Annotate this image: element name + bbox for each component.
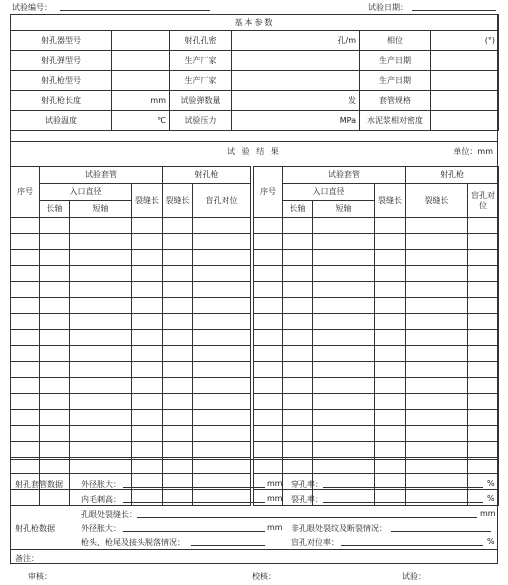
table-row xyxy=(11,426,499,442)
gun-outer-swell-unit: mm xyxy=(267,523,283,532)
table-cell[interactable] xyxy=(11,394,40,410)
crack-rate-field[interactable] xyxy=(323,493,483,503)
table-cell[interactable] xyxy=(283,266,313,282)
table-cell[interactable] xyxy=(132,298,163,314)
table-cell[interactable] xyxy=(468,330,499,346)
table-cell[interactable] xyxy=(40,218,70,234)
table-cell[interactable] xyxy=(254,410,283,426)
table-cell[interactable] xyxy=(193,410,251,426)
table-cell[interactable] xyxy=(193,234,251,250)
table-cell[interactable] xyxy=(40,282,70,298)
table-cell[interactable] xyxy=(254,234,283,250)
table-cell[interactable] xyxy=(40,394,70,410)
table-cell[interactable] xyxy=(70,234,132,250)
value-production-date-1[interactable] xyxy=(431,51,499,71)
value-charge-count[interactable] xyxy=(232,91,360,111)
table-cell[interactable] xyxy=(375,298,406,314)
table-cell[interactable] xyxy=(406,266,468,282)
blind-rate-unit: % xyxy=(487,537,495,546)
label-cement-density: 水泥浆相对密度 xyxy=(360,111,431,131)
table-cell[interactable] xyxy=(70,394,132,410)
table-cell[interactable] xyxy=(468,234,499,250)
table-cell[interactable] xyxy=(375,426,406,442)
col-blind-alignment-2: 盲孔对位 xyxy=(468,184,499,218)
table-cell[interactable] xyxy=(468,362,499,378)
col-gun-2: 射孔枪 xyxy=(406,167,499,184)
table-cell[interactable] xyxy=(375,250,406,266)
table-cell[interactable] xyxy=(313,298,375,314)
table-cell[interactable] xyxy=(193,250,251,266)
value-phase[interactable] xyxy=(431,31,499,51)
hole-crack-unit: mm xyxy=(480,509,496,518)
table-cell[interactable] xyxy=(132,346,163,362)
table-cell[interactable] xyxy=(193,378,251,394)
table-cell[interactable] xyxy=(254,330,283,346)
remarks-label: 备注： xyxy=(15,554,39,563)
remarks-row[interactable] xyxy=(11,549,497,564)
table-cell[interactable] xyxy=(254,250,283,266)
table-cell[interactable] xyxy=(193,298,251,314)
table-cell[interactable] xyxy=(40,250,70,266)
basic-title: 基本参数 xyxy=(11,15,499,31)
table-cell[interactable] xyxy=(375,266,406,282)
table-cell[interactable] xyxy=(70,362,132,378)
table-cell[interactable] xyxy=(406,426,468,442)
table-cell[interactable] xyxy=(70,314,132,330)
table-row xyxy=(11,442,499,458)
table-row xyxy=(11,298,499,314)
hole-crack-label: 孔眼处裂缝长： xyxy=(81,510,137,519)
table-cell[interactable] xyxy=(132,282,163,298)
table-cell[interactable] xyxy=(313,426,375,442)
pierce-rate-unit: % xyxy=(487,479,495,488)
unit-mm: mm xyxy=(150,95,166,105)
table-cell[interactable] xyxy=(40,298,70,314)
table-cell[interactable] xyxy=(193,394,251,410)
col-inlet-diameter: 入口直径 xyxy=(40,184,132,201)
outer-swell-label: 外径胀大： xyxy=(81,480,121,489)
review-label: 审核： xyxy=(28,572,52,581)
table-cell[interactable] xyxy=(406,298,468,314)
table-cell[interactable] xyxy=(163,410,193,426)
pierce-rate-label: 穿孔率： xyxy=(291,480,323,489)
table-cell[interactable] xyxy=(375,442,406,458)
label-manufacturer-2: 生产厂家 xyxy=(170,71,232,91)
table-cell[interactable] xyxy=(193,282,251,298)
col-casing-2: 试验套管 xyxy=(283,167,406,184)
col-long-axis-2: 长轴 xyxy=(283,201,313,218)
table-cell[interactable] xyxy=(193,426,251,442)
col-crack-length: 裂缝长 xyxy=(132,184,163,218)
test-no-field[interactable] xyxy=(60,1,210,11)
table-cell[interactable] xyxy=(406,410,468,426)
table-cell[interactable] xyxy=(40,346,70,362)
unit-degree: (°) xyxy=(484,35,496,45)
value-charge-model[interactable] xyxy=(112,51,170,71)
table-cell[interactable] xyxy=(132,234,163,250)
table-cell[interactable] xyxy=(163,218,193,234)
table-cell[interactable] xyxy=(163,346,193,362)
label-gun-model: 射孔枪型号 xyxy=(11,71,112,91)
table-cell[interactable] xyxy=(132,442,163,458)
table-row xyxy=(11,394,499,410)
table-cell[interactable] xyxy=(11,234,40,250)
table-cell[interactable] xyxy=(193,330,251,346)
table-cell[interactable] xyxy=(406,234,468,250)
non-hole-crack-field[interactable] xyxy=(391,522,491,532)
table-cell[interactable] xyxy=(375,394,406,410)
table-cell[interactable] xyxy=(70,346,132,362)
table-cell[interactable] xyxy=(163,234,193,250)
table-cell[interactable] xyxy=(375,218,406,234)
table-cell[interactable] xyxy=(313,234,375,250)
table-cell[interactable] xyxy=(40,442,70,458)
table-row xyxy=(11,282,499,298)
label-charge-count: 试验弹数量 xyxy=(170,91,232,111)
table-cell[interactable] xyxy=(11,410,40,426)
table-cell[interactable] xyxy=(283,314,313,330)
table-cell[interactable] xyxy=(163,426,193,442)
blind-rate-field[interactable] xyxy=(341,536,483,546)
table-cell[interactable] xyxy=(70,266,132,282)
table-cell[interactable] xyxy=(254,218,283,234)
table-cell[interactable] xyxy=(468,266,499,282)
table-cell[interactable] xyxy=(313,250,375,266)
table-cell[interactable] xyxy=(313,394,375,410)
gun-outer-swell-label: 外径胀大： xyxy=(81,524,121,533)
tail-drop-label: 枪头、枪尾及接头脱落情况： xyxy=(81,538,185,547)
table-cell[interactable] xyxy=(11,314,40,330)
table-cell[interactable] xyxy=(375,410,406,426)
table-cell[interactable] xyxy=(193,442,251,458)
test-record-form xyxy=(10,14,498,564)
table-cell[interactable] xyxy=(313,410,375,426)
results-unit: 单位：mm xyxy=(453,147,493,156)
unit-rounds: 发 xyxy=(348,95,356,105)
table-cell[interactable] xyxy=(283,282,313,298)
table-cell[interactable] xyxy=(70,218,132,234)
label-charge-model: 射孔弹型号 xyxy=(11,51,112,71)
table-cell[interactable] xyxy=(283,218,313,234)
table-cell[interactable] xyxy=(375,282,406,298)
table-cell[interactable] xyxy=(193,362,251,378)
non-hole-crack-label: 非孔眼处裂纹及断裂情况： xyxy=(291,524,387,533)
table-cell[interactable] xyxy=(375,314,406,330)
table-cell[interactable] xyxy=(70,378,132,394)
table-row xyxy=(11,362,499,378)
table-cell[interactable] xyxy=(163,394,193,410)
table-cell[interactable] xyxy=(406,330,468,346)
table-cell[interactable] xyxy=(283,442,313,458)
label-test-temperature: 试验温度 xyxy=(11,111,112,131)
value-test-temperature[interactable] xyxy=(112,111,170,131)
table-cell[interactable] xyxy=(375,330,406,346)
label-test-pressure: 试验压力 xyxy=(170,111,232,131)
table-cell[interactable] xyxy=(163,362,193,378)
inner-burr-label: 内毛刺高： xyxy=(81,495,121,504)
table-cell[interactable] xyxy=(254,266,283,282)
table-cell[interactable] xyxy=(132,266,163,282)
label-casing-spec: 套管规格 xyxy=(360,91,431,111)
table-cell[interactable] xyxy=(283,346,313,362)
table-cell[interactable] xyxy=(163,442,193,458)
table-cell[interactable] xyxy=(193,314,251,330)
col-casing: 试验套管 xyxy=(40,167,163,184)
table-cell[interactable] xyxy=(70,426,132,442)
unit-mpa: MPa xyxy=(339,115,356,125)
table-cell[interactable] xyxy=(283,426,313,442)
basic-parameters-table xyxy=(10,14,499,131)
col-blind-alignment: 盲孔对位 xyxy=(193,184,251,218)
table-cell[interactable] xyxy=(283,410,313,426)
label-manufacturer-1: 生产厂家 xyxy=(170,51,232,71)
outer-swell-field[interactable] xyxy=(123,478,265,488)
table-cell[interactable] xyxy=(193,218,251,234)
unit-celsius: ℃ xyxy=(157,115,166,125)
table-cell[interactable] xyxy=(70,442,132,458)
value-gun-length[interactable] xyxy=(112,91,170,111)
table-cell[interactable] xyxy=(313,362,375,378)
test-date-label: 试验日期： xyxy=(368,3,408,12)
value-shot-density[interactable] xyxy=(232,31,360,51)
gun-outer-swell-field[interactable] xyxy=(123,522,265,532)
table-cell[interactable] xyxy=(40,266,70,282)
table-cell[interactable] xyxy=(313,346,375,362)
check-label: 校核： xyxy=(252,572,276,581)
table-cell[interactable] xyxy=(313,314,375,330)
table-cell[interactable] xyxy=(254,346,283,362)
table-row xyxy=(11,314,499,330)
table-cell[interactable] xyxy=(132,410,163,426)
table-cell[interactable] xyxy=(406,362,468,378)
casing-data-label: 射孔套管数据 xyxy=(15,480,63,489)
table-cell[interactable] xyxy=(375,378,406,394)
table-cell[interactable] xyxy=(406,346,468,362)
table-cell[interactable] xyxy=(163,282,193,298)
col-long-axis: 长轴 xyxy=(40,201,70,218)
pierce-rate-field[interactable] xyxy=(323,478,483,488)
table-cell[interactable] xyxy=(283,250,313,266)
table-row xyxy=(11,266,499,282)
tester-label: 试验： xyxy=(402,572,426,581)
table-cell[interactable] xyxy=(40,234,70,250)
table-cell[interactable] xyxy=(375,362,406,378)
table-cell[interactable] xyxy=(11,282,40,298)
table-cell[interactable] xyxy=(406,314,468,330)
table-cell[interactable] xyxy=(11,426,40,442)
table-cell[interactable] xyxy=(132,426,163,442)
table-cell[interactable] xyxy=(283,394,313,410)
unit-holes-per-m: 孔/m xyxy=(337,35,356,45)
table-cell[interactable] xyxy=(468,314,499,330)
test-date-field[interactable] xyxy=(412,1,496,11)
table-row xyxy=(11,250,499,266)
table-cell[interactable] xyxy=(254,426,283,442)
table-row xyxy=(11,410,499,426)
value-perforator-model[interactable] xyxy=(112,31,170,51)
table-cell[interactable] xyxy=(254,362,283,378)
table-cell[interactable] xyxy=(254,298,283,314)
value-manufacturer-2[interactable] xyxy=(232,71,360,91)
table-cell[interactable] xyxy=(132,378,163,394)
table-cell[interactable] xyxy=(468,394,499,410)
table-row xyxy=(11,218,499,234)
table-row xyxy=(11,378,499,394)
label-shot-density: 射孔孔密 xyxy=(170,31,232,51)
table-cell[interactable] xyxy=(11,378,40,394)
table-cell[interactable] xyxy=(313,218,375,234)
inner-burr-unit: mm xyxy=(267,494,283,503)
summary-section xyxy=(11,459,497,549)
table-cell[interactable] xyxy=(11,346,40,362)
table-cell[interactable] xyxy=(254,378,283,394)
table-cell[interactable] xyxy=(283,234,313,250)
table-cell[interactable] xyxy=(313,330,375,346)
table-cell[interactable] xyxy=(283,378,313,394)
table-cell[interactable] xyxy=(40,314,70,330)
table-cell[interactable] xyxy=(193,346,251,362)
table-cell[interactable] xyxy=(11,362,40,378)
table-cell[interactable] xyxy=(283,330,313,346)
table-cell[interactable] xyxy=(283,298,313,314)
table-cell[interactable] xyxy=(193,266,251,282)
gun-data-label: 射孔枪数据 xyxy=(15,524,55,533)
table-cell[interactable] xyxy=(406,218,468,234)
col-gun-crack-length: 裂缝长 xyxy=(163,184,193,218)
table-cell[interactable] xyxy=(406,378,468,394)
value-casing-spec[interactable] xyxy=(431,91,499,111)
table-cell[interactable] xyxy=(11,442,40,458)
outer-swell-unit: mm xyxy=(267,479,283,488)
table-cell[interactable] xyxy=(468,426,499,442)
table-cell[interactable] xyxy=(163,330,193,346)
value-production-date-2[interactable] xyxy=(431,71,499,91)
value-manufacturer-1[interactable] xyxy=(232,51,360,71)
table-cell[interactable] xyxy=(254,394,283,410)
table-cell[interactable] xyxy=(406,394,468,410)
table-cell[interactable] xyxy=(468,410,499,426)
label-production-date-2: 生产日期 xyxy=(360,71,431,91)
table-cell[interactable] xyxy=(11,298,40,314)
col-crack-length-2: 裂缝长 xyxy=(375,184,406,218)
table-cell[interactable] xyxy=(468,378,499,394)
table-cell[interactable] xyxy=(254,442,283,458)
label-gun-length: 射孔枪长度 xyxy=(11,91,112,111)
table-cell[interactable] xyxy=(468,442,499,458)
table-cell[interactable] xyxy=(163,298,193,314)
table-cell[interactable] xyxy=(375,346,406,362)
col-seq-2: 序号 xyxy=(254,167,283,218)
table-cell[interactable] xyxy=(406,442,468,458)
table-cell[interactable] xyxy=(468,282,499,298)
table-row xyxy=(11,330,499,346)
value-test-pressure[interactable] xyxy=(232,111,360,131)
inner-burr-field[interactable] xyxy=(123,493,265,503)
results-title-row xyxy=(11,141,497,158)
table-cell[interactable] xyxy=(132,218,163,234)
value-cement-density[interactable] xyxy=(431,111,499,131)
value-gun-model[interactable] xyxy=(112,71,170,91)
table-cell[interactable] xyxy=(132,330,163,346)
crack-rate-unit: % xyxy=(487,494,495,503)
table-cell[interactable] xyxy=(70,298,132,314)
table-cell[interactable] xyxy=(313,282,375,298)
table-cell[interactable] xyxy=(40,426,70,442)
table-cell[interactable] xyxy=(254,282,283,298)
table-cell[interactable] xyxy=(40,378,70,394)
table-cell[interactable] xyxy=(283,362,313,378)
table-cell[interactable] xyxy=(163,250,193,266)
table-cell[interactable] xyxy=(11,218,40,234)
table-cell[interactable] xyxy=(468,250,499,266)
table-row xyxy=(11,346,499,362)
col-seq: 序号 xyxy=(11,167,40,218)
table-cell[interactable] xyxy=(406,282,468,298)
results-table xyxy=(10,166,499,506)
table-cell[interactable] xyxy=(163,378,193,394)
col-short-axis-2: 短轴 xyxy=(313,201,375,218)
table-cell[interactable] xyxy=(313,442,375,458)
table-cell[interactable] xyxy=(40,330,70,346)
table-row xyxy=(11,234,499,250)
table-cell[interactable] xyxy=(70,250,132,266)
table-cell[interactable] xyxy=(132,394,163,410)
table-cell[interactable] xyxy=(11,330,40,346)
table-cell[interactable] xyxy=(11,266,40,282)
col-short-axis: 短轴 xyxy=(70,201,132,218)
tail-drop-field[interactable] xyxy=(191,536,265,546)
table-cell[interactable] xyxy=(132,250,163,266)
blind-rate-label: 盲孔对位率： xyxy=(291,538,339,547)
col-gun: 射孔枪 xyxy=(163,167,251,184)
label-phase: 相位 xyxy=(360,31,431,51)
table-cell[interactable] xyxy=(132,362,163,378)
col-gun-crack-length-2: 裂缝长 xyxy=(406,184,468,218)
table-cell[interactable] xyxy=(40,362,70,378)
label-production-date-1: 生产日期 xyxy=(360,51,431,71)
table-cell[interactable] xyxy=(468,298,499,314)
table-cell[interactable] xyxy=(11,250,40,266)
table-cell[interactable] xyxy=(70,282,132,298)
table-cell[interactable] xyxy=(406,250,468,266)
table-cell[interactable] xyxy=(375,234,406,250)
table-cell[interactable] xyxy=(468,346,499,362)
label-perforator-model: 射孔器型号 xyxy=(11,31,112,51)
hole-crack-field[interactable] xyxy=(137,508,477,518)
crack-rate-label: 裂孔率： xyxy=(291,495,323,504)
table-cell[interactable] xyxy=(163,266,193,282)
table-cell[interactable] xyxy=(163,314,193,330)
table-cell[interactable] xyxy=(132,314,163,330)
table-cell[interactable] xyxy=(313,266,375,282)
table-cell[interactable] xyxy=(40,410,70,426)
table-cell[interactable] xyxy=(70,410,132,426)
col-inlet-diameter-2: 入口直径 xyxy=(283,184,375,201)
table-cell[interactable] xyxy=(254,314,283,330)
table-cell[interactable] xyxy=(468,218,499,234)
table-cell[interactable] xyxy=(313,378,375,394)
results-title: 试 验 结 果 xyxy=(227,147,281,156)
table-cell[interactable] xyxy=(70,330,132,346)
test-no-label: 试验编号： xyxy=(12,3,52,12)
